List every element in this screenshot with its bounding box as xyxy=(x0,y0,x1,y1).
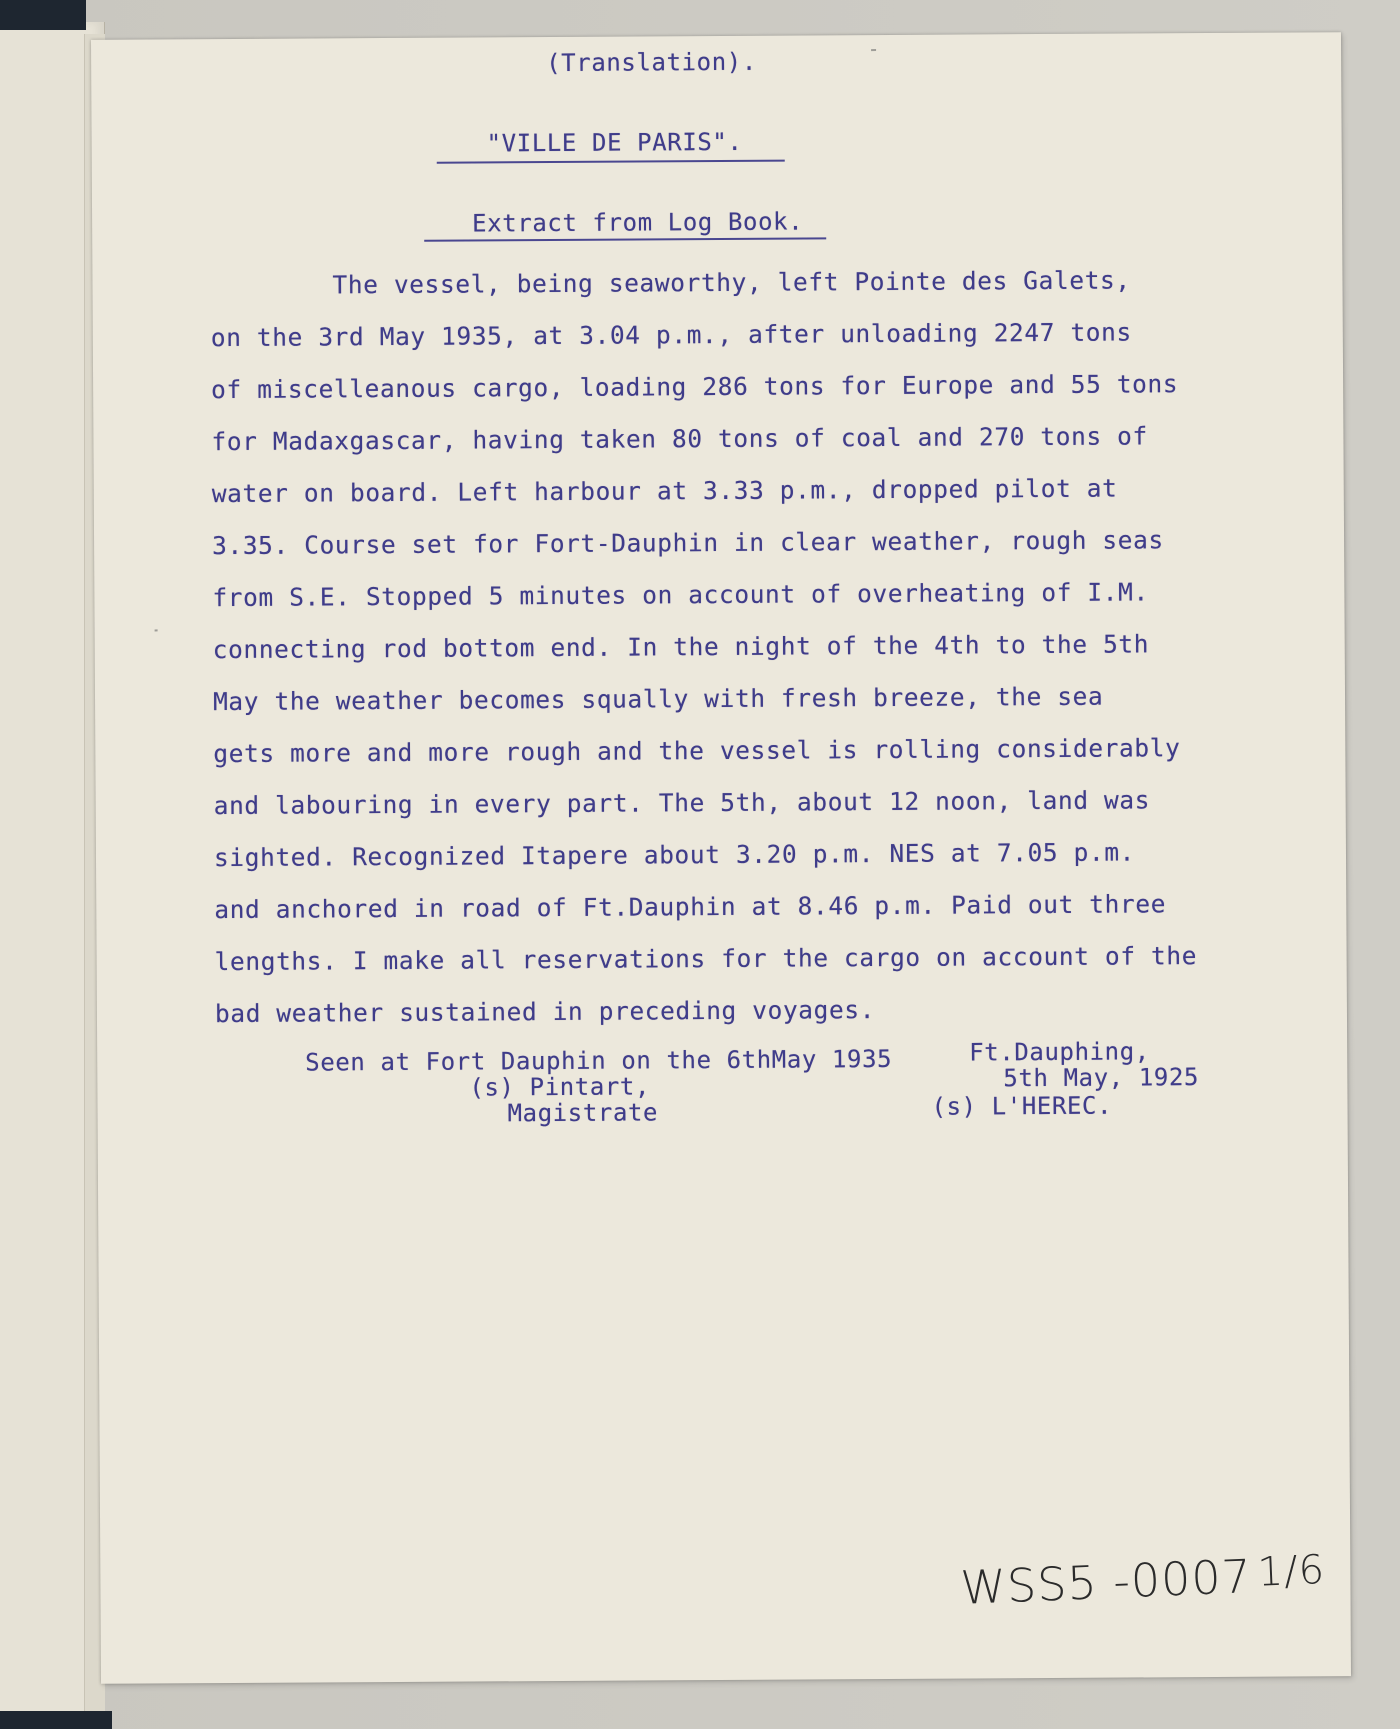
body-line: and anchored in road of Ft.Dauphin at 8.46 p.m. Paid out three xyxy=(214,889,1167,925)
body-line: of miscelleanous cargo, loading 286 tons for Europe and 55 tons xyxy=(211,369,1179,405)
captain-signature: (s) L'HEREC. xyxy=(931,1091,1113,1121)
body-line: lengths. I make all reservations for the cargo on account of the xyxy=(214,941,1198,977)
archive-reference-fraction: 1/6 xyxy=(1256,1546,1326,1596)
paper-speck xyxy=(155,629,158,631)
paper-speck xyxy=(871,49,876,51)
body-line: and labouring in every part. The 5th, about 12 noon, land was xyxy=(213,785,1151,821)
body-line: gets more and more rough and the vessel is rolling considerably xyxy=(213,733,1181,769)
binding-strip-bottom xyxy=(0,1711,112,1729)
archive-reference-handwriting xyxy=(959,1546,1326,1615)
archive-reference-number: WSS5 -0007 xyxy=(959,1548,1253,1615)
body-line: water on board. Left harbour at 3.33 p.m., dropped pilot at xyxy=(211,473,1118,509)
magistrate-title: Magistrate xyxy=(507,1098,659,1128)
binding-strip-top xyxy=(0,0,86,30)
body-line: on the 3rd May 1935, at 3.04 p.m., after unloading 2247 tons xyxy=(210,317,1132,353)
captain-place: Ft.Dauphing, xyxy=(969,1037,1150,1067)
log-extract-heading: Extract from Log Book. xyxy=(472,207,804,238)
body-line: The vessel, being seaworthy, left Pointe des Galets, xyxy=(332,265,1131,300)
body-line: for Madaxgascar, having taken 80 tons of coal and 270 tons of xyxy=(211,421,1148,457)
magistrate-seen-line: Seen at Fort Dauphin on the 6thMay 1935 xyxy=(305,1044,893,1077)
body-line: sighted. Recognized Itapere about 3.20 p.m. NES at 7.05 p.m. xyxy=(213,837,1136,873)
body-line: 3.35. Course set for Fort-Dauphin in clear weather, rough seas xyxy=(211,525,1164,561)
captain-date: 5th May, 1925 xyxy=(1003,1063,1200,1093)
ship-name-underline xyxy=(437,160,785,164)
log-extract-underline xyxy=(424,237,826,241)
body-line: connecting rod bottom end. In the night of the 4th to the 5th xyxy=(212,629,1150,665)
ship-name-heading: "VILLE DE PARIS". xyxy=(486,127,743,158)
translation-heading: (Translation). xyxy=(546,47,757,78)
body-line: from S.E. Stopped 5 minutes on account of overheating of I.M. xyxy=(212,577,1149,613)
magistrate-signature: (s) Pintart, xyxy=(469,1072,651,1102)
body-line: May the weather becomes squally with fresh breeze, the sea xyxy=(212,681,1104,717)
typed-letter-page xyxy=(91,32,1351,1684)
body-line: bad weather sustained in preceding voyages. xyxy=(214,995,876,1029)
